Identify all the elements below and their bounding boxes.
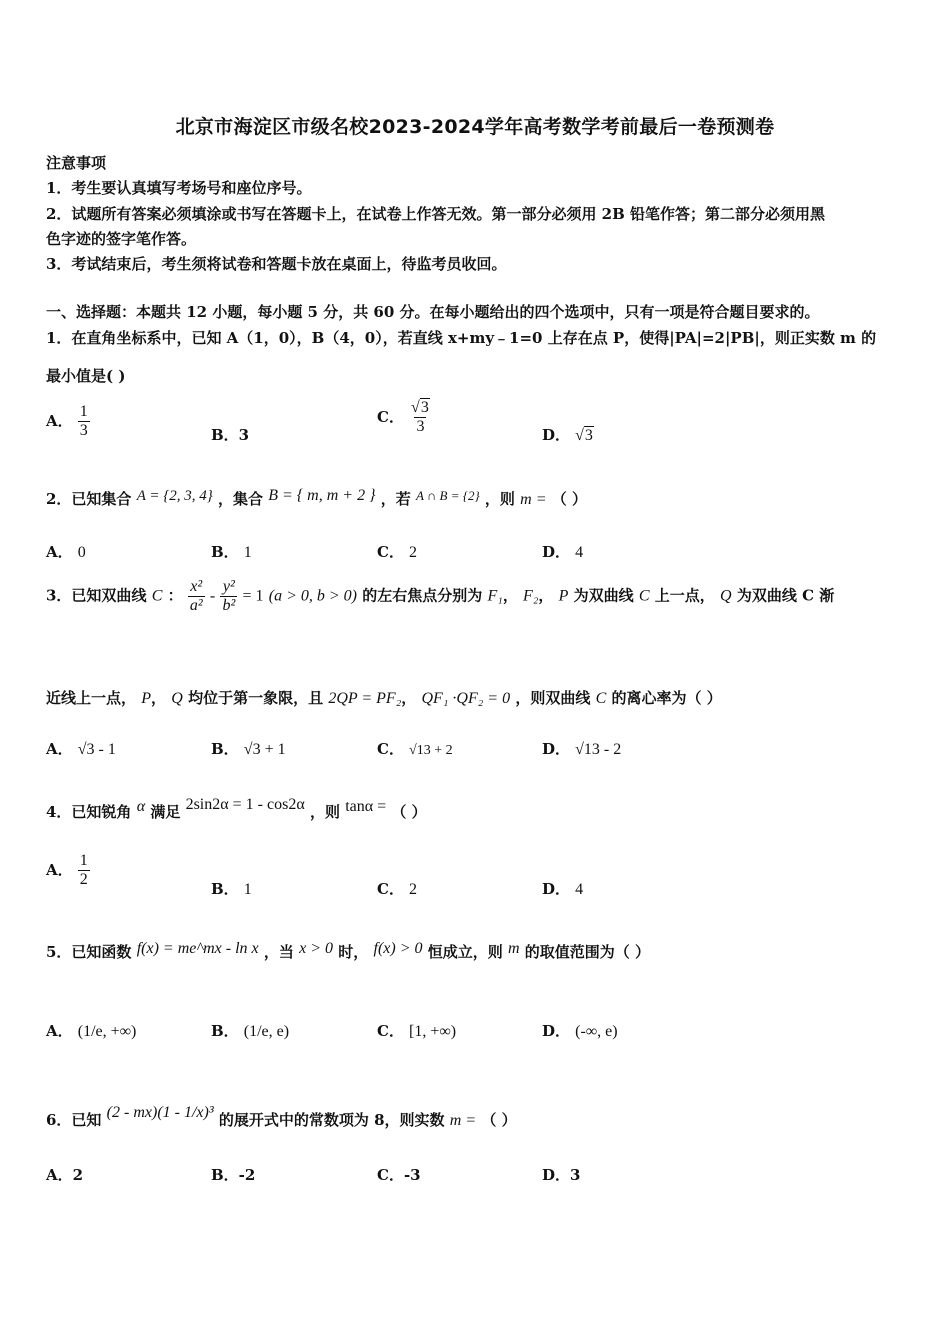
q2-option-d: D． 4: [542, 543, 584, 561]
expression: (2 - mx)(1 - 1/x)³: [106, 1104, 214, 1121]
notice-item-3: 3．考试结束后，考生须将试卷和答题卡放在桌面上，待监考员收回。: [46, 255, 507, 273]
q5-option-a: A． (1/e, +∞): [46, 1022, 137, 1040]
fraction: $\frac{\text{y²}}{\text{b²}}$: [222, 578, 236, 614]
q6-option-c: C．-3: [377, 1166, 421, 1184]
q4-option-c: C． 2: [377, 880, 418, 898]
q3-option-d: D． √13 - 2: [542, 740, 622, 758]
function: f(x) = me^mx - ln x: [136, 940, 259, 957]
equation: 2sin2α = 1 - cos2α: [185, 796, 305, 813]
q6-option-b: B．-2: [211, 1166, 256, 1184]
vector-eq-1: 2QP = PF₂: [328, 690, 402, 707]
intersection: A ∩ B = {2}: [415, 488, 480, 503]
fraction: $\frac{\text{x²}}{\text{a²}}$: [189, 578, 203, 614]
q1-option-b: B．3: [211, 426, 250, 444]
set-a: A = {2, 3, 4}: [136, 488, 213, 504]
q2-option-a: A． 0: [46, 543, 86, 561]
notice-item-1: 1．考生要认真填写考场号和座位序号。: [46, 179, 312, 197]
notice-heading: 注意事项: [46, 154, 107, 172]
q3-option-b: B． √3 + 1: [211, 740, 286, 758]
q6-stem: 6．已知 (2 - mx)(1 - 1/x)³ 的展开式中的常数项为 8，则实数 m = （ ）: [46, 1104, 517, 1129]
q1-stem: 1．在直角坐标系中，已知 A（1，0），B（4，0），若直线 x+my﹣1=0 上存在点 P，使得|PA|=2|PB|，则正实数 m 的: [46, 329, 877, 347]
fraction: $\frac{1}{2}$: [79, 852, 88, 888]
q1-stem-cont: 最小值是( ): [46, 367, 126, 385]
notice-item-2-cont: 色字迹的签字笔作答。: [46, 230, 197, 248]
option-label: D．: [542, 426, 571, 444]
page-title: 北京市海淀区市级名校2023-2024学年高考数学考前最后一卷预测卷: [175, 116, 775, 138]
q3-stem: 3．已知双曲线 C ： $\frac{\text{x²}}{\text{a²}}$ - $\frac{\text{y²}}{\text{b²}}$ = 1 (a > 0, b > 0) 的左右焦点分别为 F₁， F₂， P 为双曲线 C 上一点， Q 为双曲线 C 渐: [46, 578, 835, 614]
q3-stem-cont: 近线上一点， P， Q 均位于第一象限，且 2QP = PF₂， QF₁ ·QF₂ = 0 ，则双曲线 C 的离心率为（ ）: [46, 689, 722, 707]
option-label: C．: [377, 408, 404, 426]
notice-item-2: 2．试题所有答案必须填涂或书写在答题卡上，在试卷上作答无效。第一部分必须用 2B 铅笔作答；第二部分必须用黑: [46, 205, 826, 223]
q4-stem: 4．已知锐角 α 满足 2sin2α = 1 - cos2α ，则 tanα = （ ）: [46, 796, 427, 821]
q1-option-d: D． √3: [542, 426, 593, 444]
option-label: A．: [46, 412, 73, 430]
q2-option-c: C． 2: [377, 543, 418, 561]
set-b: B = { m, m + 2 }: [268, 487, 376, 504]
q4-option-a: A． $\frac{1}{2}$: [46, 852, 88, 888]
q4-option-b: B． 1: [211, 880, 252, 898]
q6-option-a: A．2: [46, 1166, 84, 1184]
q2-stem: 2．已知集合 A = {2, 3, 4} ，集合 B = { m, m + 2 } ，若 A ∩ B = {2} ，则 m = （ ）: [46, 487, 587, 508]
q1-option-a: [46, 403, 90, 440]
fraction: $\frac{1}{3}$: [79, 403, 88, 439]
q5-stem: 5．已知函数 f(x) = me^mx - ln x ，当 x > 0 时， f(x) > 0 恒成立，则 m 的取值范围为（ ）: [46, 940, 651, 961]
q5-option-b: B． (1/e, e): [211, 1022, 290, 1040]
fraction: $\frac{√3}{3}$: [411, 399, 429, 435]
q3-option-a: A． √3 - 1: [46, 740, 116, 758]
section-heading: 一、选择题：本题共 12 小题，每小题 5 分，共 60 分。在每小题给出的四个选项中，只有一项是符合题目要求的。: [46, 303, 820, 321]
q2-option-b: B． 1: [211, 543, 252, 561]
vector-eq-2: QF₁ ·QF₂ = 0: [421, 690, 511, 707]
q1-option-c: [377, 399, 432, 436]
q5-option-c: C． [1, +∞): [377, 1022, 457, 1040]
q5-option-d: D． (-∞, e): [542, 1022, 618, 1040]
q6-option-d: D．3: [542, 1166, 581, 1184]
q4-option-d: D． 4: [542, 880, 584, 898]
q3-option-c: C． √13 + 2: [377, 740, 453, 758]
